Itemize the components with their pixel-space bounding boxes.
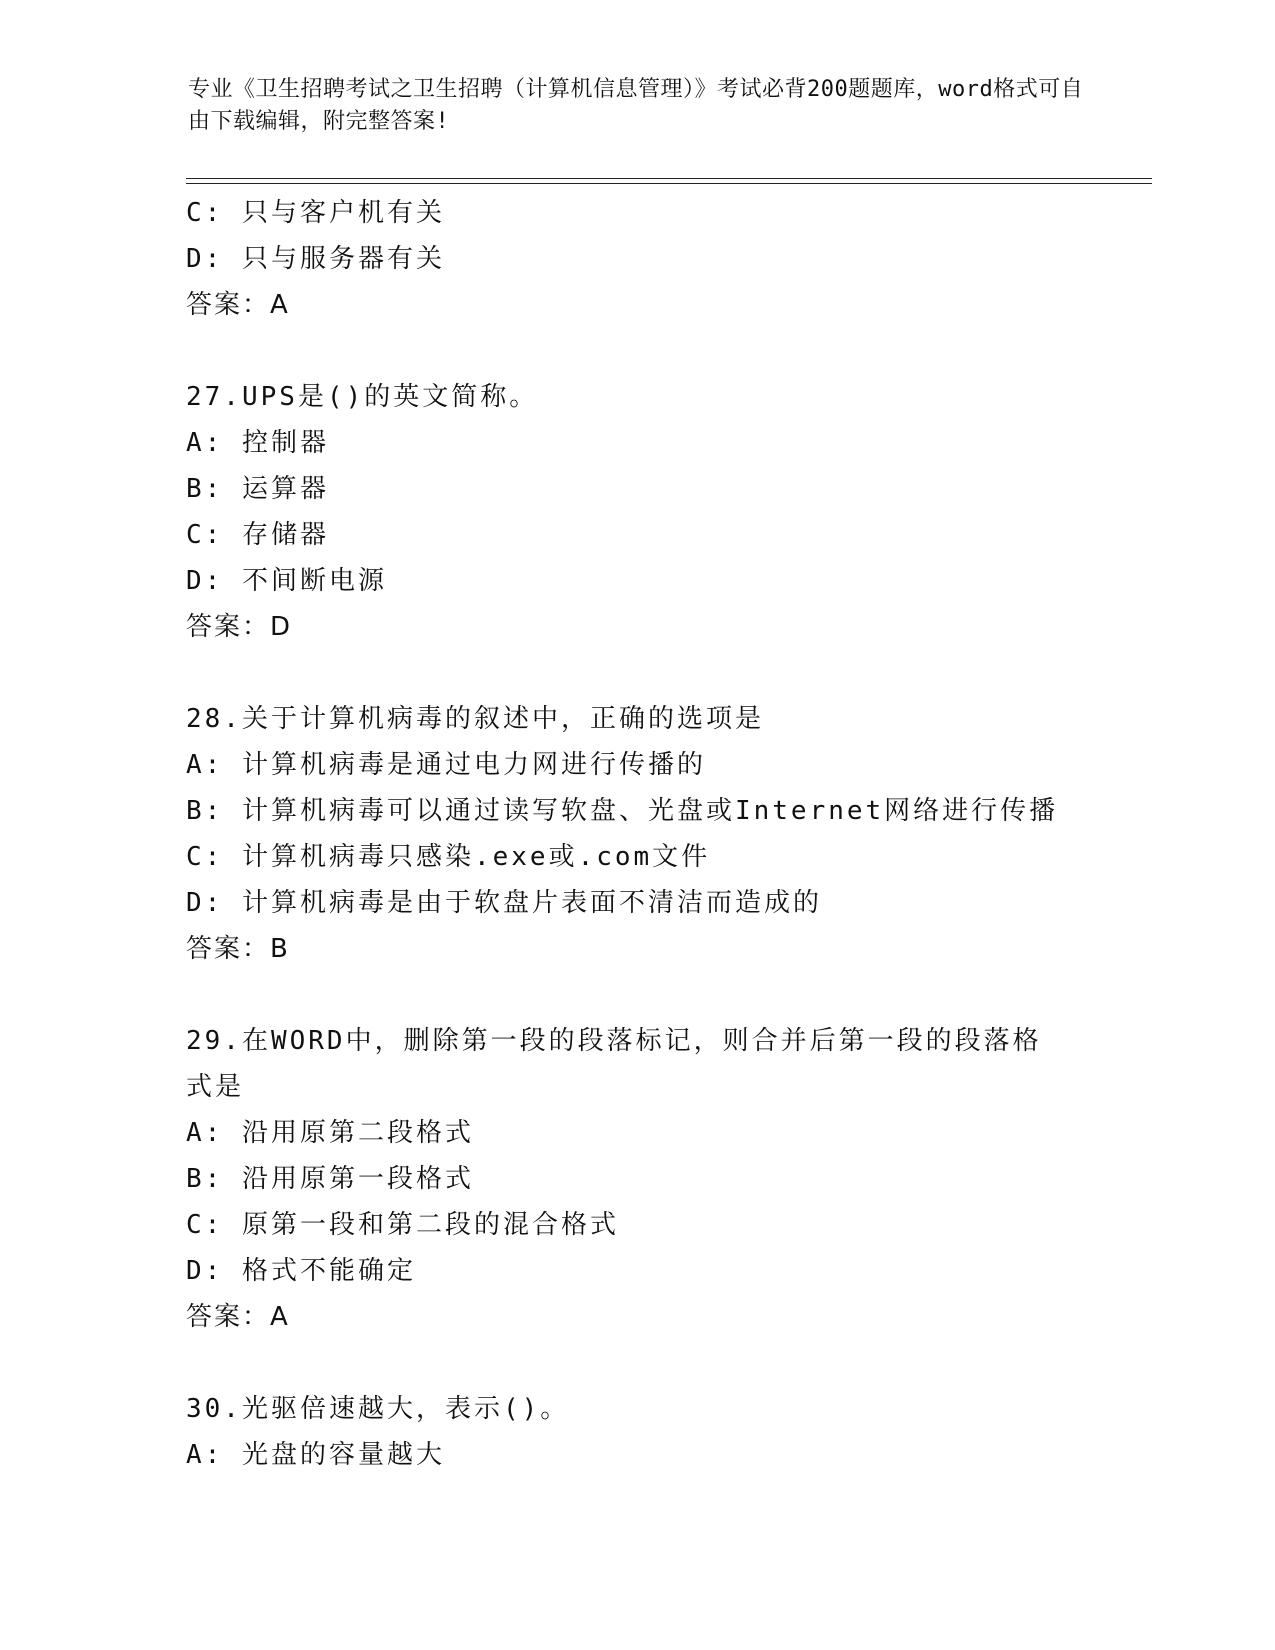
- header-rule-bottom: [186, 183, 1152, 184]
- option-d: D: 格式不能确定: [186, 1256, 416, 1286]
- option-d: D: 计算机病毒是由于软盘片表面不清洁而造成的: [186, 888, 822, 918]
- option-b: B: 计算机病毒可以通过读写软盘、光盘或Internet网络进行传播: [186, 796, 1059, 826]
- option-d: D: 不间断电源: [186, 566, 387, 596]
- question-stem: 30.光驱倍速越大，表示()。: [186, 1394, 570, 1424]
- option-c: C: 原第一段和第二段的混合格式: [186, 1210, 619, 1240]
- question-stem: 28.关于计算机病毒的叙述中，正确的选项是: [186, 704, 764, 734]
- document-header: 专业《卫生招聘考试之卫生招聘（计算机信息管理）》考试必背200题题库，word格式可自由下载编辑，附完整答案!: [188, 77, 1084, 134]
- question-26-tail: [186, 190, 1146, 328]
- answer-line: 答案：A: [186, 1302, 290, 1332]
- option-a: A: 计算机病毒是通过电力网进行传播的: [186, 750, 706, 780]
- question-28: [186, 696, 1146, 972]
- question-stem: 27.UPS是()的英文简称。: [186, 382, 539, 412]
- option-d: D: 只与服务器有关: [186, 244, 445, 274]
- option-b: B: 运算器: [186, 474, 329, 504]
- spacer: [186, 650, 1146, 696]
- spacer: [186, 972, 1146, 1018]
- question-30: [186, 1386, 1146, 1478]
- option-b: B: 沿用原第一段格式: [186, 1164, 474, 1194]
- answer-line: 答案：A: [186, 290, 290, 320]
- spacer: [186, 1340, 1146, 1386]
- spacer: [186, 328, 1146, 374]
- option-a: A: 沿用原第二段格式: [186, 1118, 474, 1148]
- option-c: C: 只与客户机有关: [186, 198, 445, 228]
- header-rule-top: [186, 178, 1152, 179]
- option-a: A: 光盘的容量越大: [186, 1440, 445, 1470]
- question-list: [186, 190, 1146, 1478]
- answer-line: 答案：B: [186, 934, 290, 964]
- answer-line: 答案：D: [186, 612, 293, 642]
- question-29: [186, 1018, 1146, 1340]
- question-27: [186, 374, 1146, 650]
- option-c: C: 存储器: [186, 520, 329, 550]
- question-stem: 29.在WORD中，删除第一段的段落标记，则合并后第一段的段落格式是: [186, 1026, 1042, 1102]
- option-a: A: 控制器: [186, 428, 329, 458]
- option-c: C: 计算机病毒只感染.exe或.com文件: [186, 842, 711, 872]
